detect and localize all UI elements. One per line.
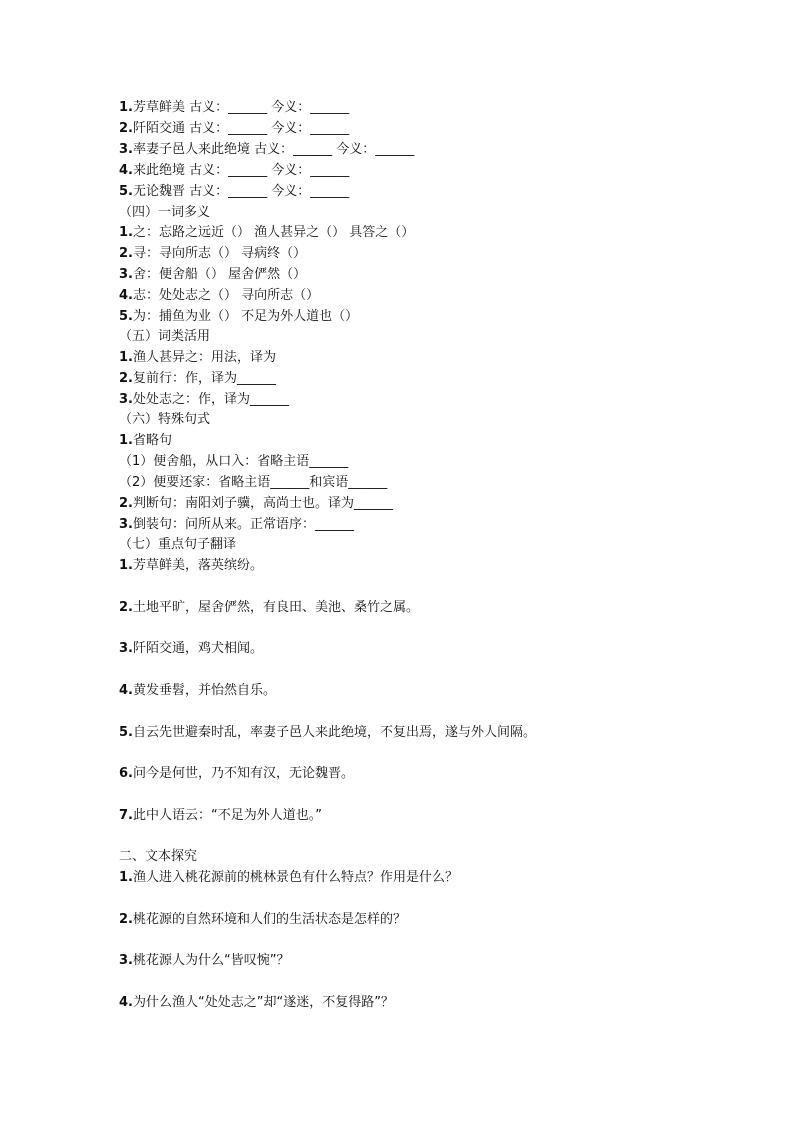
sentence-pattern-item: （1）便舍船，从口入：省略主语______ <box>119 454 349 469</box>
polysemy-item: 3.舍：便舍船（） 屋舍俨然（） <box>119 267 307 282</box>
word-usage-item: 3.处处志之：作，译为______ <box>119 392 289 407</box>
ancient-modern-item: 5.无论魏晋 古义：______ 今义：______ <box>119 184 350 199</box>
sentence-pattern-item: （2）便要还家：省略主语______和宾语______ <box>119 475 388 490</box>
word-usage-item: 1.渔人甚异之：用法，译为 <box>119 350 276 365</box>
polysemy-item: 4.志：处处志之（） 寻向所志（） <box>119 288 320 303</box>
translation-item: 7.此中人语云：“不足为外人道也。” <box>119 808 322 823</box>
polysemy-item: 2.寻：寻向所志（） 寻病终（） <box>119 246 307 261</box>
ancient-modern-item: 3.率妻子邑人来此绝境 古义：______ 今义：______ <box>119 142 415 157</box>
inquiry-question: 1.渔人进入桃花源前的桃林景色有什么特点？作用是什么？ <box>119 870 458 885</box>
inquiry-question: 3.桃花源人为什么“皆叹惋”？ <box>119 953 290 968</box>
section-heading: （五）词类活用 <box>119 329 211 344</box>
sentence-pattern-item: 3.倒装句：问所从来。正常语序：______ <box>119 517 354 532</box>
inquiry-question: 4.为什么渔人“处处志之”却“遂迷，不复得路”？ <box>119 995 394 1010</box>
translation-item: 1.芳草鲜美，落英缤纷。 <box>119 558 263 573</box>
section-heading: （四）一词多义 <box>119 205 211 220</box>
section-heading: （六）特殊句式 <box>119 412 211 427</box>
ancient-modern-item: 1.芳草鲜美 古义：______ 今义：______ <box>119 100 350 115</box>
polysemy-item: 5.为：捕鱼为业（） 不足为外人道也（） <box>119 309 359 324</box>
section-heading: （七）重点句子翻译 <box>119 537 237 552</box>
ancient-modern-item: 2.阡陌交通 古义：______ 今义：______ <box>119 121 350 136</box>
ancient-modern-item: 4.来此绝境 古义：______ 今义：______ <box>119 163 350 178</box>
translation-item: 5.自云先世避秦时乱，率妻子邑人来此绝境，不复出焉，遂与外人间隔。 <box>119 725 536 740</box>
translation-item: 4.黄发垂髫，并怡然自乐。 <box>119 683 276 698</box>
section-heading: 二、文本探究 <box>119 849 198 864</box>
inquiry-question: 2.桃花源的自然环境和人们的生活状态是怎样的？ <box>119 912 406 927</box>
sentence-pattern-item: 2.判断句：南阳刘子骥，高尚士也。译为______ <box>119 496 393 511</box>
translation-item: 6.问今是何世，乃不知有汉，无论魏晋。 <box>119 766 354 781</box>
polysemy-item: 1.之：忘路之远近（） 渔人甚异之（） 具答之（） <box>119 225 415 240</box>
translation-item: 2.土地平旷，屋舍俨然，有良田、美池、桑竹之属。 <box>119 600 419 615</box>
word-usage-item: 2.复前行：作，译为______ <box>119 371 276 386</box>
sentence-pattern-item: 1.省略句 <box>119 433 172 448</box>
translation-item: 3.阡陌交通，鸡犬相闻。 <box>119 641 263 656</box>
